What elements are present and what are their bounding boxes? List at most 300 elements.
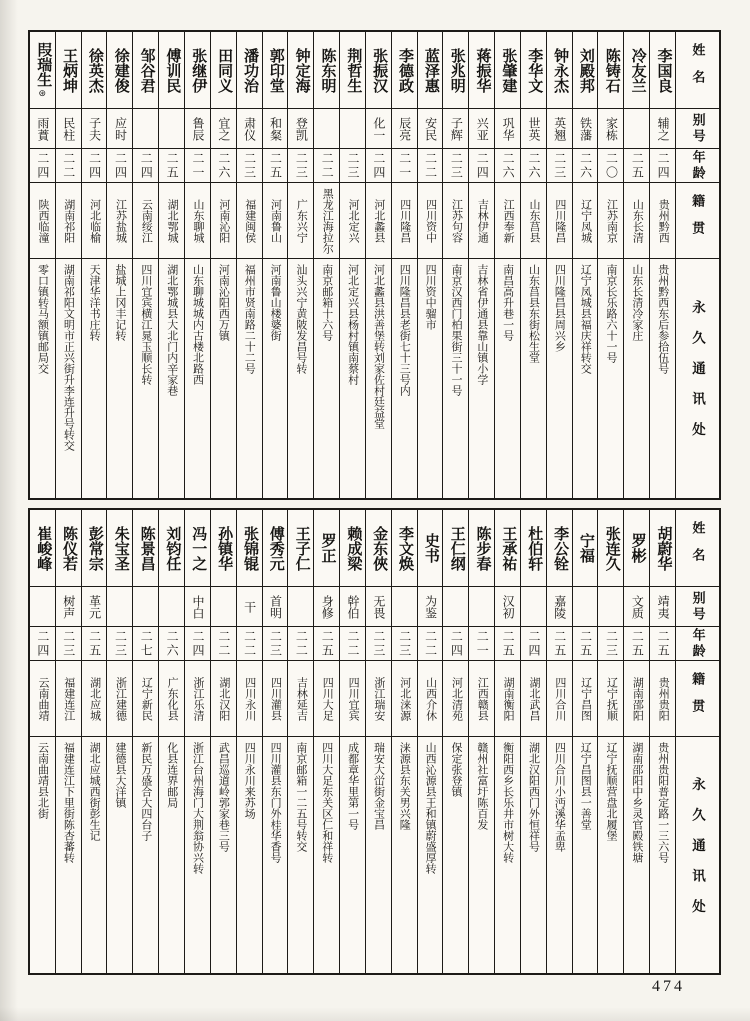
byname-cell-text: 中白 [190, 594, 205, 619]
address-cell-text: 四川资中骝市 [424, 264, 437, 330]
native-cell [624, 182, 649, 258]
header-native-label-text: 籍贯 [690, 193, 706, 248]
native-cell [107, 182, 132, 258]
native-cell-text: 广东化县 [166, 676, 179, 721]
address-cell-text: 四川隆昌县老街七十三号内 [398, 264, 411, 396]
age-cell-text: 二三 [371, 629, 386, 658]
address-cell-text: 湖北汉阳西门外恒祥号 [527, 742, 540, 852]
age-cell-text: 二四 [371, 151, 386, 180]
native-cell [495, 182, 520, 258]
age-cell-text: 二三 [242, 151, 257, 180]
age-cell-text: 二三 [113, 629, 128, 658]
age-cell-text: 二六 [216, 151, 231, 180]
age-cell-text: 二三 [268, 629, 283, 658]
native-cell-text: 河南鲁山 [269, 198, 282, 243]
person-column [262, 32, 288, 498]
header-native-label [676, 182, 719, 258]
age-cell [418, 626, 443, 660]
byname-cell [650, 586, 675, 626]
native-cell [237, 660, 262, 736]
native-cell-text: 黑龙江海拉尔 [321, 187, 334, 254]
person-column [597, 510, 623, 973]
person-column [106, 510, 132, 973]
byname-cell [418, 586, 443, 626]
byname-cell [30, 586, 55, 626]
native-cell-text: 湖北鄂城 [166, 198, 179, 243]
header-column [675, 510, 719, 973]
native-cell [573, 182, 598, 258]
native-cell-text: 辽宁抚顺 [605, 676, 618, 721]
address-cell [82, 258, 107, 498]
age-cell [469, 148, 494, 182]
byname-cell-text: 鲁辰 [190, 116, 205, 141]
name-cell-text: 李德政 [397, 47, 414, 93]
address-cell-text: 山东聊城城内古楼北路西 [191, 264, 204, 385]
name-cell [573, 510, 598, 586]
age-cell [598, 626, 623, 660]
native-cell-text: 四川隆昌 [398, 198, 411, 243]
native-cell-text: 浙江乐清 [192, 676, 204, 721]
native-cell [133, 182, 158, 258]
age-cell-text: 二一 [475, 629, 490, 658]
age-cell [650, 626, 675, 660]
byname-cell [366, 586, 391, 626]
name-cell-text: 刘钧任 [164, 525, 181, 571]
name-cell-text: 傅训民 [164, 47, 181, 93]
name-cell-text: 郭印堂 [267, 47, 284, 93]
age-cell-text: 二五 [656, 629, 671, 658]
name-cell [598, 510, 623, 586]
native-cell-text: 贵州贵阳 [657, 676, 670, 721]
byname-cell [237, 586, 262, 626]
address-cell [573, 736, 598, 973]
person-column [494, 510, 520, 973]
age-cell-text: 二三 [397, 629, 412, 658]
address-cell [107, 736, 132, 973]
header-byname-label-text: 别号 [690, 112, 706, 145]
age-cell-text: 二六 [526, 151, 541, 180]
native-cell [211, 660, 236, 736]
address-cell [211, 258, 236, 498]
byname-cell-text: 无畏 [371, 594, 386, 619]
name-cell [418, 510, 443, 586]
native-cell-text: 浙江建德 [114, 676, 127, 721]
address-cell-text: 零口镇转马额镇邮局交 [36, 264, 49, 374]
age-cell-text: 二七 [139, 629, 154, 658]
address-cell [443, 258, 468, 498]
name-cell-text: 王承祐 [500, 525, 517, 571]
age-cell [263, 148, 288, 182]
age-cell-text: 二三 [552, 151, 567, 180]
age-cell [288, 148, 313, 182]
native-cell [263, 182, 288, 258]
address-cell-text: 山东莒县东街松生堂 [527, 264, 540, 363]
byname-cell [392, 586, 417, 626]
age-cell [443, 148, 468, 182]
address-cell-text: 四川隆昌县周兴乡 [553, 264, 566, 352]
address-cell-text: 四川大足东关区仁和祥转 [320, 742, 333, 863]
byname-cell [133, 108, 158, 148]
age-cell-text: 二五 [578, 629, 593, 658]
address-cell-text: 涞源县东关男兴隆 [398, 742, 411, 830]
age-cell-text: 二六 [578, 151, 593, 180]
native-cell-text: 云南曲靖 [36, 676, 49, 721]
byname-cell [314, 586, 339, 626]
name-cell-text: 张锦锟 [241, 525, 258, 571]
age-cell-text: 二四 [87, 151, 102, 180]
native-cell-text: 河北清苑 [450, 676, 463, 721]
address-cell-text: 湖北鄂城县大北门内辛家巷 [165, 264, 178, 396]
person-column [30, 510, 55, 973]
native-cell [159, 660, 184, 736]
byname-cell-text: 首明 [268, 594, 283, 619]
person-column [649, 510, 675, 973]
address-cell [30, 736, 55, 973]
address-cell-text: 建德县大洋镇 [114, 742, 127, 808]
address-cell [133, 258, 158, 498]
name-cell-text: 陈步春 [474, 525, 491, 571]
address-cell [521, 736, 546, 973]
age-cell-text: 二五 [552, 629, 567, 658]
native-cell-text: 山东聊城 [192, 198, 204, 243]
address-cell [650, 736, 675, 973]
address-cell-text: 四川永川来苏场 [243, 742, 256, 819]
native-cell [624, 660, 649, 736]
native-cell [288, 660, 313, 736]
name-cell [133, 510, 158, 586]
age-cell-text: 二四 [656, 151, 671, 180]
native-cell-text: 湖南邵阳 [631, 676, 644, 721]
byname-cell [340, 586, 365, 626]
address-cell [547, 258, 572, 498]
name-cell [185, 32, 210, 108]
address-cell-text: 山西沁源县王和镇蔚盛厚转 [424, 742, 437, 874]
address-cell-text: 汕头兴宁黄陂发昌号转 [294, 264, 307, 374]
person-column [81, 510, 107, 973]
address-cell [159, 736, 184, 973]
address-cell-text: 贵州贵阳普定路一三六号 [656, 742, 669, 863]
byname-cell-text: 铁藩 [578, 116, 593, 141]
byname-cell [211, 108, 236, 148]
byname-cell [573, 586, 598, 626]
person-column [132, 32, 158, 498]
name-cell [469, 32, 494, 108]
byname-cell-text: 树声 [61, 594, 76, 619]
name-cell [82, 32, 107, 108]
native-cell-text: 江西奉新 [502, 198, 515, 243]
byname-cell [521, 586, 546, 626]
age-cell-text: 二二 [423, 629, 438, 658]
name-cell-text: 张连久 [603, 525, 620, 571]
address-cell [82, 736, 107, 973]
name-cell-text: 张继伊 [190, 47, 207, 93]
name-cell-text: 杜伯轩 [526, 525, 543, 571]
address-cell [469, 736, 494, 973]
address-cell [495, 258, 520, 498]
name-cell-text: 张振汉 [371, 47, 388, 93]
native-cell-text: 陕西临潼 [36, 198, 49, 243]
byname-cell [82, 108, 107, 148]
name-cell-text: 彭常宗 [86, 525, 103, 571]
age-cell-text: 二五 [630, 151, 645, 180]
age-cell-text: 二〇 [604, 151, 619, 180]
native-cell-text: 江苏盐城 [114, 198, 127, 243]
address-cell-text: 云南曲靖县北街 [36, 742, 49, 819]
name-cell [624, 32, 649, 108]
name-cell [598, 32, 623, 108]
name-cell-text: 冯一之 [190, 525, 207, 571]
native-cell-text: 湖北武昌 [527, 676, 540, 721]
address-cell [573, 258, 598, 498]
header-column [675, 32, 719, 498]
address-cell-text: 南昌高升巷一号 [501, 264, 514, 341]
native-cell [418, 182, 443, 258]
native-cell-text: 湖南衡阳 [502, 676, 515, 721]
address-cell-text: 湖南邵阳中乡灵官殿铁塘 [630, 742, 643, 863]
person-column [623, 510, 649, 973]
address-cell-text: 辽宁抚顺营盘北履堡 [605, 742, 618, 841]
name-cell [211, 510, 236, 586]
name-cell [495, 32, 520, 108]
person-column [106, 32, 132, 498]
address-cell [598, 258, 623, 498]
native-cell-text: 四川隆昌 [553, 198, 566, 243]
byname-cell [469, 108, 494, 148]
person-column [597, 32, 623, 498]
address-cell [314, 736, 339, 973]
native-cell [288, 182, 313, 258]
address-cell [624, 736, 649, 973]
age-cell [107, 148, 132, 182]
address-cell [418, 736, 443, 973]
age-cell-text: 二四 [526, 629, 541, 658]
name-cell-text: 李公铨 [552, 525, 569, 571]
byname-cell [56, 586, 81, 626]
person-column [287, 32, 313, 498]
byname-cell-text: 登凯 [294, 116, 309, 141]
age-cell-text: 二三 [449, 151, 464, 180]
age-cell [547, 626, 572, 660]
address-cell [392, 736, 417, 973]
native-cell-text: 河北临榆 [88, 198, 101, 243]
name-cell [263, 510, 288, 586]
person-column [572, 32, 598, 498]
native-cell-text: 福建闽侯 [243, 198, 256, 243]
native-cell [547, 182, 572, 258]
header-byname-label-text: 别号 [690, 590, 706, 623]
native-cell [133, 660, 158, 736]
address-cell-text: 新民万盛合大四台子 [139, 742, 152, 841]
name-cell-text: 陈铸石 [603, 47, 620, 93]
address-cell-text: 南京长乐路六十一号 [605, 264, 618, 363]
name-cell-text: 罗彬 [629, 533, 646, 563]
address-cell-text: 山东长清冷家庄 [630, 264, 643, 341]
age-cell [573, 626, 598, 660]
address-cell-text: 吉林省伊通县靠山镇小学 [475, 264, 488, 385]
age-cell [366, 148, 391, 182]
native-cell-text: 四川宜宾 [347, 676, 360, 721]
native-cell-text: 山西介休 [424, 676, 437, 721]
name-cell [650, 510, 675, 586]
person-column [468, 510, 494, 973]
byname-cell [392, 108, 417, 148]
header-native-label-text: 籍贯 [690, 671, 706, 726]
name-cell-text: 胡蔚华 [655, 525, 672, 571]
age-cell [366, 626, 391, 660]
byname-cell [340, 108, 365, 148]
address-cell [237, 736, 262, 973]
name-cell [159, 32, 184, 108]
name-cell [288, 510, 313, 586]
address-cell [288, 736, 313, 973]
native-cell [211, 182, 236, 258]
address-cell [469, 258, 494, 498]
person-column [494, 32, 520, 498]
age-cell-text: 二四 [449, 629, 464, 658]
age-cell [573, 148, 598, 182]
address-cell [598, 736, 623, 973]
name-cell-text: 王炳坤 [61, 47, 78, 93]
age-cell-text: 二三 [61, 629, 76, 658]
person-column [572, 510, 598, 973]
address-cell-text: 四川灌县东门外桂华香号 [269, 742, 282, 863]
header-address-label [676, 258, 719, 498]
name-cell [237, 510, 262, 586]
address-cell-text: 福州市贤南路二十二号 [243, 264, 256, 374]
byname-cell-text: 文质 [630, 594, 645, 619]
age-cell [82, 148, 107, 182]
byname-cell-text: 幹伯 [346, 594, 361, 619]
name-cell [314, 32, 339, 108]
byname-cell [82, 586, 107, 626]
age-cell [340, 148, 365, 182]
byname-cell [624, 108, 649, 148]
byname-cell [133, 586, 158, 626]
byname-cell [573, 108, 598, 148]
person-column [442, 32, 468, 498]
name-cell-text: 张兆明 [448, 47, 465, 93]
native-cell [185, 182, 210, 258]
name-cell-text: 刘殿邦 [577, 47, 594, 93]
age-cell-text: 二二 [61, 151, 76, 180]
age-cell-text: 二五 [165, 151, 180, 180]
native-cell [598, 660, 623, 736]
age-cell [547, 148, 572, 182]
age-cell-text: 二二 [242, 629, 257, 658]
address-cell [288, 258, 313, 498]
name-cell [314, 510, 339, 586]
address-cell-text: 贵州黔西东后参拾伍号 [656, 264, 669, 374]
name-cell [56, 32, 81, 108]
name-cell [521, 32, 546, 108]
address-cell [30, 258, 55, 498]
person-column [313, 510, 339, 973]
header-age-label-text: 年龄 [690, 149, 706, 182]
byname-cell [495, 586, 520, 626]
age-cell-text: 二五 [501, 629, 516, 658]
native-cell [521, 182, 546, 258]
age-cell-text: 二三 [604, 629, 619, 658]
age-cell-text: 二一 [397, 151, 412, 180]
name-cell-text: 钟永杰 [552, 47, 569, 93]
byname-cell [443, 108, 468, 148]
header-name-label [676, 510, 719, 586]
native-cell [30, 660, 55, 736]
native-cell [314, 182, 339, 258]
address-cell-text: 浙江台州海门大荆翁协兴转 [191, 742, 204, 874]
native-cell-text: 吉林延吉 [295, 676, 308, 721]
native-cell-text: 湖南祁阳 [62, 198, 75, 243]
byname-cell [598, 108, 623, 148]
person-column [520, 32, 546, 498]
address-cell [366, 736, 391, 973]
native-cell-text: 贵州黔西 [657, 198, 670, 243]
name-cell [30, 510, 55, 586]
name-cell [392, 510, 417, 586]
byname-cell [624, 586, 649, 626]
native-cell [573, 660, 598, 736]
age-cell [107, 626, 132, 660]
header-address-label [676, 736, 719, 973]
age-cell [495, 626, 520, 660]
person-column [339, 510, 365, 973]
native-cell [56, 660, 81, 736]
byname-cell [263, 108, 288, 148]
age-cell-text: 二二 [216, 629, 231, 658]
person-column [55, 510, 81, 973]
address-cell-text: 武昌巡道岭郭家巷三号 [217, 742, 230, 852]
address-cell [56, 736, 81, 973]
address-cell-text: 瑞安大峃街金宝昌 [372, 742, 385, 830]
age-cell [159, 148, 184, 182]
native-cell-text: 湖北应城 [88, 676, 101, 721]
native-cell [650, 182, 675, 258]
address-cell [547, 736, 572, 973]
name-cell [133, 32, 158, 108]
name-cell-text: 叚瑞生 [35, 41, 52, 87]
age-cell [237, 626, 262, 660]
person-column [132, 510, 158, 973]
age-cell [495, 148, 520, 182]
native-cell-text: 辽宁凤城 [579, 198, 592, 243]
native-cell [469, 182, 494, 258]
age-cell-text: 二五 [630, 629, 645, 658]
header-byname-label [676, 108, 719, 148]
native-cell [418, 660, 443, 736]
native-cell [263, 660, 288, 736]
address-cell [211, 736, 236, 973]
native-cell-text: 云南绥江 [140, 198, 153, 243]
byname-cell-text: 为鉴 [423, 594, 438, 619]
person-column [546, 510, 572, 973]
address-cell-text: 河南沁阳西万镇 [217, 264, 230, 341]
byname-cell-text: 和粲 [268, 116, 283, 141]
header-name-label [676, 32, 719, 108]
native-cell [443, 660, 468, 736]
byname-cell [366, 108, 391, 148]
person-column [468, 32, 494, 498]
name-cell-text: 王仁纲 [448, 525, 465, 571]
native-cell-text: 四川灌县 [269, 676, 282, 721]
name-cell [443, 32, 468, 108]
name-cell [573, 32, 598, 108]
address-cell [263, 258, 288, 498]
native-cell [185, 660, 210, 736]
person-column [365, 32, 391, 498]
address-cell-text: 河南鲁山楼婆街 [269, 264, 282, 341]
age-cell-text: 二二 [423, 151, 438, 180]
native-cell-text: 江苏南京 [605, 198, 618, 243]
